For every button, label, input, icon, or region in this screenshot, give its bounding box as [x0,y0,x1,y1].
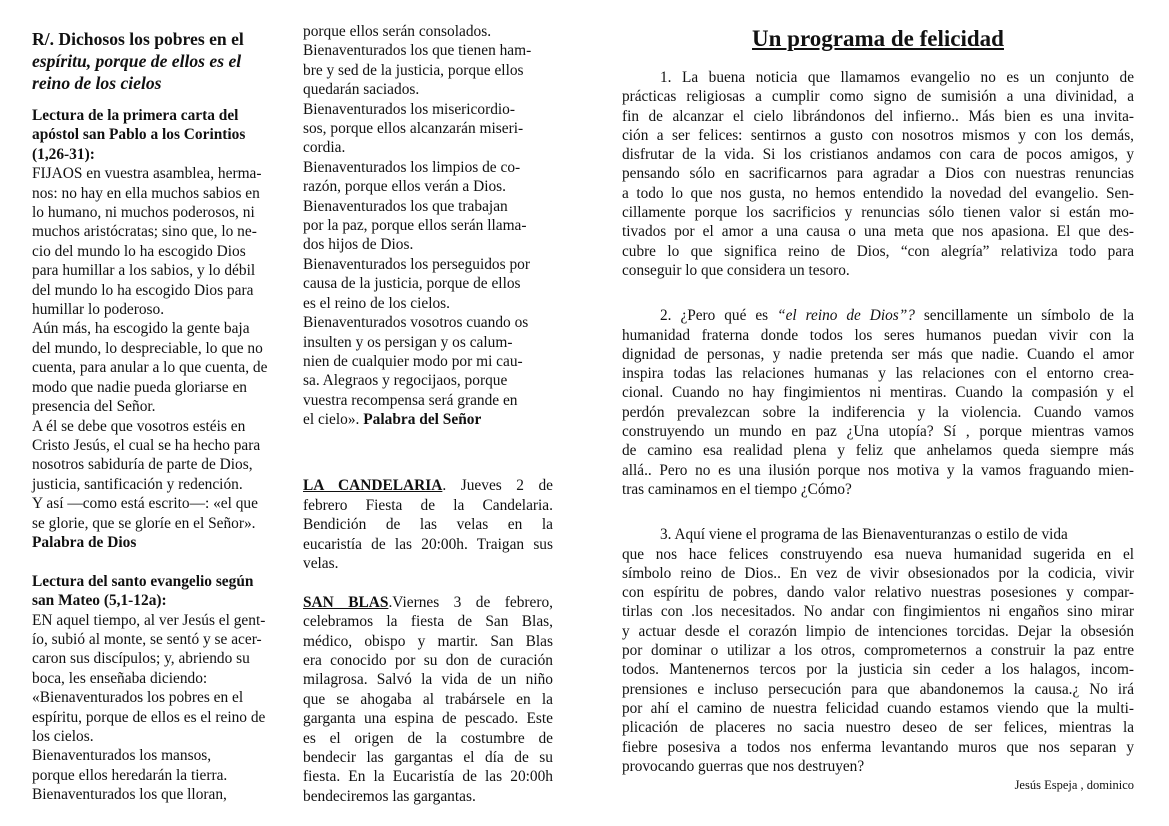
candelaria-last-line: velas. [303,554,339,572]
lectura1-title-line: Lectura de la primera carta del [32,107,239,124]
paragraph-line [622,306,1134,325]
signature: Jesús Espeja , dominico [1014,778,1134,793]
paragraph-line: que nos hace felices construyendo esa nueva humanidad sugerida en el [622,545,1134,563]
evangelio-line: ío, subió al monte, se sentó y se acer- [32,630,262,648]
lectura1-line: nos: no hay en ella muchos sabios en [32,184,260,202]
sanblas-line: es el origen de la costumbre de [303,729,553,747]
candelaria-title: LA CANDELARIA [303,477,443,495]
right-column [622,24,1134,793]
sanblas-notice [303,593,553,806]
evangelio-line: causa de la justicia, porque de ellos [303,275,521,293]
sanblas-line: milagrosa. Salvó la vida de un niño [303,671,553,689]
lectura1-line: muchos aristócratas; sino que, lo ne- [32,223,257,241]
sanblas-line: bendecir las gargantas el día de su [303,748,553,766]
sanblas-line: fiesta. En la Eucaristía de las 20:00h [303,768,553,786]
evangelio-title-line: Lectura del santo evangelio según [32,572,254,590]
lectura1-line: Cristo Jesús, el cual se ha hecho para [32,436,261,454]
evangelio-line: porque ellos serán consolados. [303,23,492,40]
evangelio-line: insulten y os persigan y os calum- [303,333,513,351]
lectura1-title-line: (1,26-31): [32,145,95,163]
evangelio-title-line: san Mateo (5,1-12a): [32,592,167,610]
evangelio-line: EN aquel tiempo, al ver Jesús el gent- [32,611,266,629]
candelaria-line: eucaristía de las 20:00h. Traigan sus [303,535,553,553]
evangelio-line: Bienaventurados los que tienen ham- [303,42,532,60]
evangelio-line: «Bienaventurados los pobres en el [32,689,244,707]
evangelio-line: caron sus discípulos; y, abriendo su [32,650,250,668]
lectura1-line: presencia del Señor. [32,398,156,416]
evangelio-line: porque ellos heredarán la tierra. [32,766,228,784]
evangelio-line: es el reino de los cielos. [303,294,451,312]
evangelio-line: razón, porque ellos verán a Dios. [303,178,507,196]
lectura1-line: se glorie, que se gloríe en el Señor». [32,514,256,532]
paragraph-line: con espíritu de pobres, dando valor relativo nuestras posesiones y compar- [622,584,1134,602]
evangelio-last-line [303,410,553,429]
paragraph-line: inspira todas las relaciones humanas y las relaciones con el entorno crea- [622,365,1134,383]
candelaria-line: febrero Fiesta de la Candelaria. [303,496,553,514]
paragraph-line: perdón prevalezcan sobre la indiferencia y la violencia. Cuando vamos [622,403,1134,421]
sanblas-first-line [303,593,553,612]
evangelio-line: Bienaventurados los misericordio- [303,100,515,118]
paragraph-line: pensando sólo en sacrificarnos para agradar a Dios con nuestras renuncias [622,165,1134,183]
evangelio-line: dos hijos de Dios. [303,236,414,254]
paragraph-line: tivados por el amor a una causa o una meta que nos apasiona. El que des- [622,223,1134,241]
paragraph-line: todos. Mantenernos tercos por la justicia sin ceder a los halagos, incom- [622,661,1134,679]
evangelio-body [32,611,290,805]
evangelio-line: Bienaventurados los que lloran, [32,786,227,804]
evangelio-line: cordia. [303,139,346,157]
lectura1-line: A él se debe que vosotros estéis en [32,417,246,435]
sanblas-line: garganta una espina de pescado. Este [303,710,553,728]
lectura1-line: cuenta, para anular a lo que cuenta, de [32,359,268,377]
p2-text-a: 2. ¿Pero qué es [660,307,778,325]
evangelio-line: sa. Alegraos y regocijaos, porque [303,372,508,390]
paragraph-line: fiebre posesiva a todos nos enferma levantando muros que nos separan y [622,738,1134,756]
paragraph-line: por dominar o utilizar a los otros, comprometernos a construir la paz entre [622,642,1134,660]
paragraph-line: 1. La buena noticia que llamamos evangelio no es un conjunto de [660,69,1134,86]
responsorio-line: espíritu, porque de ellos es el [32,51,242,71]
lectura1-title [32,106,290,164]
evangelio-title [32,572,290,611]
paragraph-line: fin de alcanzar el cielo librándonos del infierno.. Más bien es una invita- [622,107,1134,125]
evangelio-line: vuestra recompensa será grande en [303,391,518,409]
candelaria-notice [303,476,553,573]
evangelio-last-text: el cielo». [303,411,360,429]
responsorio-line: reino de los cielos [32,73,162,93]
sanblas-line: médico, obispo y martir. San Blas [303,632,553,650]
sanblas-line: que se ahogaba al trabársele en la [303,690,553,708]
lectura1-line: humillar lo poderoso. [32,301,165,319]
paragraph-line: de camino esa realidad plena y feliz que anhelamos queda siempre más [622,442,1134,460]
lectura1-line: lo humano, ni muchos poderosos, ni [32,204,255,222]
paragraph-line: prensiones e incluso persecución para que abandonemos la causa.¿ No irá [622,680,1134,698]
evangelio-line: Bienaventurados los limpios de co- [303,158,521,176]
p2-text-c: sencillamente un símbolo de la [914,307,1134,325]
paragraph-line: tras caminamos en el tiempo ¿Cómo? [622,480,852,498]
evangelio-line: nien de cualquier modo por mi cau- [303,352,523,370]
paragraph-line: 3. Aquí viene el programa de las Bienaventuranzas o estilo de vida [660,526,1068,544]
lectura1-body [32,164,290,533]
lectura1-line: modo que nadie pueda gloriarse en [32,378,247,396]
lectura1-line: nosotros sabiduría de parte de Dios, [32,456,253,474]
evangelio-line: Bienaventurados los que trabajan [303,197,508,215]
candelaria-first-text: . Jueves 2 de [442,477,553,495]
sanblas-first-text: .Viernes 3 de febrero, [388,593,554,611]
paragraph-3 [622,525,1134,776]
paragraph-line: prácticas religiosas a cumplir como signo de sumisión a una divinidad, a [622,88,1134,106]
paragraph-line: ción a ser felices: sentirnos a gusto con nosotros mismos y con los demás, [622,126,1134,144]
paragraph-line: humanidad fraterna donde todos los seres humanos puedan vivir con la [622,326,1134,344]
evangelio-line: espíritu, porque de ellos es el reino de [32,708,266,726]
paragraph-line: cional. Cuando no hay fingimientos ni mentiras. Cuando la compasión y el [622,384,1134,402]
lectura1-end: Palabra de Dios [32,533,137,551]
sanblas-title: SAN BLAS [303,593,389,611]
p2-emphasis: “el reino de Dios”? [777,307,915,325]
evangelio-line: Bienaventurados los perseguidos por [303,255,530,273]
paragraph-line: disfrutar de la vida. Si los cristianos andamos con cara de pocos amigos, y [622,146,1134,164]
paragraph-line: allá.. Pero no es una ilusión porque nos motiva y la vamos fraguando mien- [622,461,1134,479]
paragraph-line: a todo lo que nos gusta, no hemos entendido la novedad del evangelio. Sen- [622,184,1134,202]
candelaria-first-line [303,476,553,495]
lectura1-title-line: apóstol san Pablo a los Corintios [32,126,246,144]
evangelio-end: Palabra del Señor [363,411,482,429]
paragraph-line: conseguir lo que considera un tesoro. [622,261,850,279]
lectura1-line: cio del mundo lo ha escogido Dios [32,242,246,260]
sanblas-last-line: bendeciremos las gargantas. [303,787,476,805]
lectura1-line: Y así —como está escrito—: «el que [32,495,258,513]
responsorio-line: R/. Dichosos los pobres en el [32,29,244,49]
middle-column [303,22,553,806]
paragraph-line: dignidad de personas, y nadie pretenda ser más que nadie. Cuando el amor [622,345,1134,363]
paragraph-line: plicación de placeres no sacia nuestro deseo de ser felices, mientras la [622,719,1134,737]
evangelio-line: boca, les enseñaba diciendo: [32,669,208,687]
paragraph-line: cubre lo que significa reino de Dios, “con alegría” relativiza todo para [622,242,1134,260]
paragraph-1 [622,68,1134,280]
sanblas-line: celebramos la fiesta de San Blas, [303,613,553,631]
evangelio-line: Bienaventurados los mansos, [32,747,212,765]
evangelio-line: por la paz, porque ellos serán llama- [303,217,527,235]
page-title: Un programa de felicidad [752,26,1004,51]
lectura1-line: del mundo, lo despreciable, lo que no [32,339,263,357]
evangelio-line: los cielos. [32,727,94,745]
evangelio-line: sos, porque ellos alcanzarán miseri- [303,120,524,138]
evangelio-line: quedarán saciados. [303,81,420,99]
paragraph-line: construyendo un mundo en paz ¿Una utopía? Sí , porque mientras vamos [622,423,1134,441]
responsorio [32,28,290,94]
paragraph-line: símbolo reino de Dios.. En vez de vivir obsesionados por la codicia, vivir [622,564,1134,582]
paragraph-2 [622,306,1134,499]
lectura1-line: del mundo lo ha escogido Dios para [32,281,254,299]
sanblas-line: era conocido por su don de curación [303,651,553,669]
paragraph-line: por ahí el camino de nuestra felicidad cuando estamos viendo que la multi- [622,699,1134,717]
lectura1-line: para humillar a los sabios, y lo débil [32,262,256,280]
candelaria-line: Bendición de las velas en la [303,516,553,534]
left-column [32,28,290,805]
evangelio-line: Bienaventurados vosotros cuando os [303,314,529,332]
paragraph-line: provocando guerras que nos destruyen? [622,757,865,775]
paragraph-line: y actuar desde el corazón limpio de intenciones torcidas. Dejar la obsesión [622,622,1134,640]
paragraph-line: tirlas con .los necesitados. No andar con fingimientos ni engaños sino mirar [622,603,1134,621]
lectura1-line: justicia, santificación y redención. [32,475,243,493]
lectura1-line: FIJAOS en vuestra asamblea, herma- [32,165,262,183]
evangelio-line: bre y sed de la justicia, porque ellos [303,61,524,79]
evangelio-continuation [303,22,553,410]
lectura1-line: Aún más, ha escogido la gente baja [32,320,250,338]
paragraph-line: cillamente porque los sacrificios y renuncias sólo tienen valor si están mo- [622,204,1134,222]
